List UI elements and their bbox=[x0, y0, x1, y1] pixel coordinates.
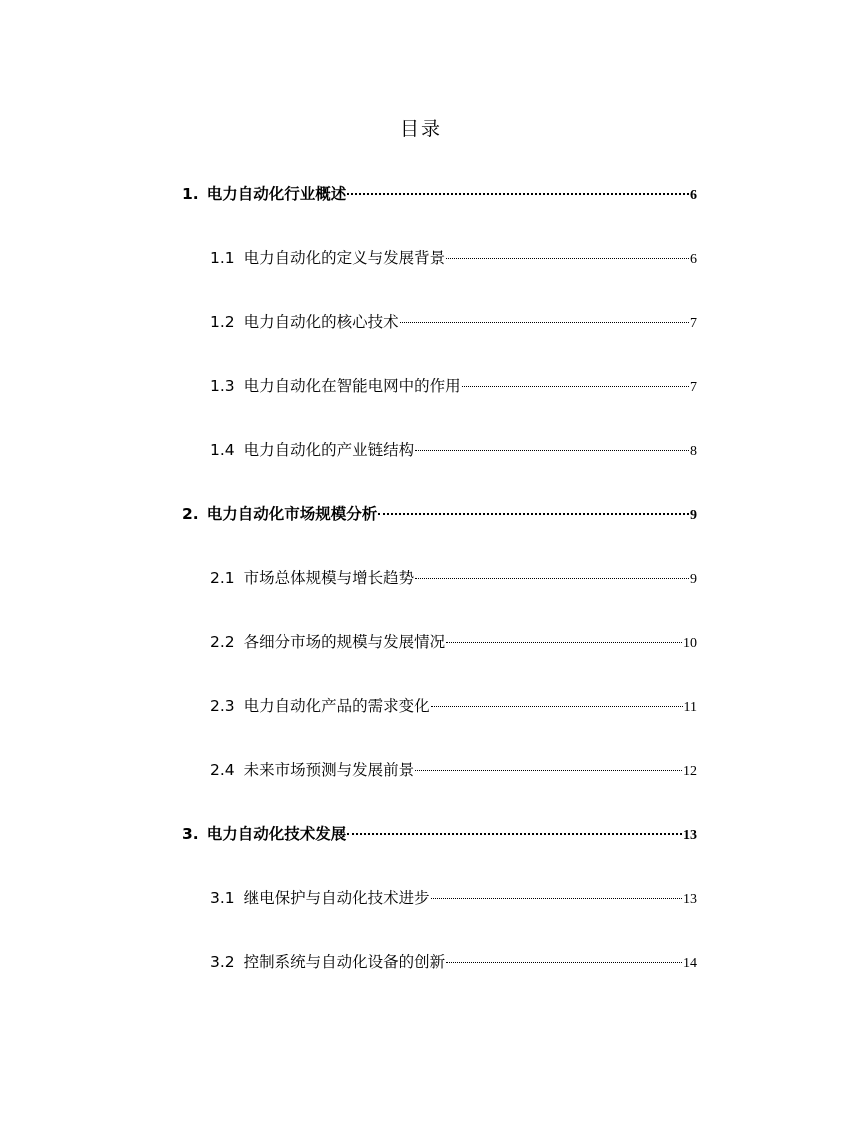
toc-entry-title: 电力自动化在智能电网中的作用 bbox=[243, 377, 461, 395]
toc-entry-number: 1.2 bbox=[210, 313, 235, 331]
toc-dot-leader bbox=[446, 642, 682, 643]
toc-dot-leader bbox=[400, 322, 689, 323]
toc-entry-page: 9 bbox=[690, 508, 697, 523]
toc-entry-page: 6 bbox=[690, 188, 697, 203]
toc-entry[interactable] bbox=[210, 950, 697, 974]
toc-entry-page: 6 bbox=[690, 252, 697, 267]
toc-entry-page: 7 bbox=[690, 316, 697, 331]
toc-entry-title: 继电保护与自动化技术进步 bbox=[243, 889, 430, 907]
toc-entry-number: 2.3 bbox=[210, 697, 235, 715]
toc-entry-page: 11 bbox=[683, 700, 697, 715]
toc-entry-title: 电力自动化市场规模分析 bbox=[206, 505, 378, 523]
toc-entry-title: 电力自动化的定义与发展背景 bbox=[243, 249, 446, 267]
toc-entry[interactable] bbox=[210, 246, 697, 270]
toc-entry-page: 13 bbox=[683, 892, 697, 907]
toc-entry-number: 1. bbox=[182, 185, 199, 203]
toc-entry-page: 10 bbox=[683, 636, 697, 651]
toc-entry-title: 未来市场预测与发展前景 bbox=[243, 761, 415, 779]
toc-dot-leader bbox=[415, 450, 689, 451]
toc-entry-number: 3. bbox=[182, 825, 199, 843]
toc-entry[interactable] bbox=[210, 694, 697, 718]
toc-entry-number: 3.2 bbox=[210, 953, 235, 971]
toc-dot-leader bbox=[347, 193, 689, 195]
toc-entry[interactable] bbox=[182, 182, 697, 206]
toc-entry[interactable] bbox=[182, 502, 697, 526]
toc-entry[interactable] bbox=[210, 886, 697, 910]
toc-entry[interactable] bbox=[182, 822, 697, 846]
toc-entry[interactable] bbox=[210, 310, 697, 334]
toc-dot-leader bbox=[446, 962, 682, 963]
toc-entry[interactable] bbox=[210, 374, 697, 398]
toc-dot-leader bbox=[462, 386, 689, 387]
toc-dot-leader bbox=[378, 513, 689, 515]
toc-entry-title: 电力自动化的核心技术 bbox=[243, 313, 399, 331]
toc-entry[interactable] bbox=[210, 630, 697, 654]
toc-title: 目录 bbox=[399, 118, 442, 140]
toc-entry-number: 3.1 bbox=[210, 889, 235, 907]
toc-entry-number: 2.2 bbox=[210, 633, 235, 651]
toc-dot-leader bbox=[446, 258, 689, 259]
toc-entry-page: 13 bbox=[683, 828, 697, 843]
toc-entry-title: 市场总体规模与增长趋势 bbox=[243, 569, 415, 587]
toc-dot-leader bbox=[431, 898, 682, 899]
toc-entry-number: 2. bbox=[182, 505, 199, 523]
toc-entry-page: 7 bbox=[690, 380, 697, 395]
toc-entry-title: 电力自动化技术发展 bbox=[206, 825, 347, 843]
toc-entry-number: 2.4 bbox=[210, 761, 235, 779]
toc-entry-page: 14 bbox=[683, 956, 697, 971]
toc-dot-leader bbox=[415, 770, 682, 771]
toc-entry-title: 电力自动化行业概述 bbox=[206, 185, 347, 203]
toc-entry-title: 电力自动化产品的需求变化 bbox=[243, 697, 430, 715]
toc-entry[interactable] bbox=[210, 566, 697, 590]
toc-entry-title: 电力自动化的产业链结构 bbox=[243, 441, 415, 459]
toc-entry-number: 1.1 bbox=[210, 249, 235, 267]
toc-dot-leader bbox=[347, 833, 682, 835]
toc-entry-number: 1.4 bbox=[210, 441, 235, 459]
toc-entry-page: 8 bbox=[690, 444, 697, 459]
toc-entry-title: 控制系统与自动化设备的创新 bbox=[243, 953, 446, 971]
toc-entry-page: 12 bbox=[683, 764, 697, 779]
toc-dot-leader bbox=[431, 706, 683, 707]
toc-entry-page: 9 bbox=[690, 572, 697, 587]
toc-entry-title: 各细分市场的规模与发展情况 bbox=[243, 633, 446, 651]
toc-entry-number: 1.3 bbox=[210, 377, 235, 395]
toc-entry[interactable] bbox=[210, 438, 697, 462]
toc-entry-number: 2.1 bbox=[210, 569, 235, 587]
toc-entry[interactable] bbox=[210, 758, 697, 782]
toc-dot-leader bbox=[415, 578, 689, 579]
